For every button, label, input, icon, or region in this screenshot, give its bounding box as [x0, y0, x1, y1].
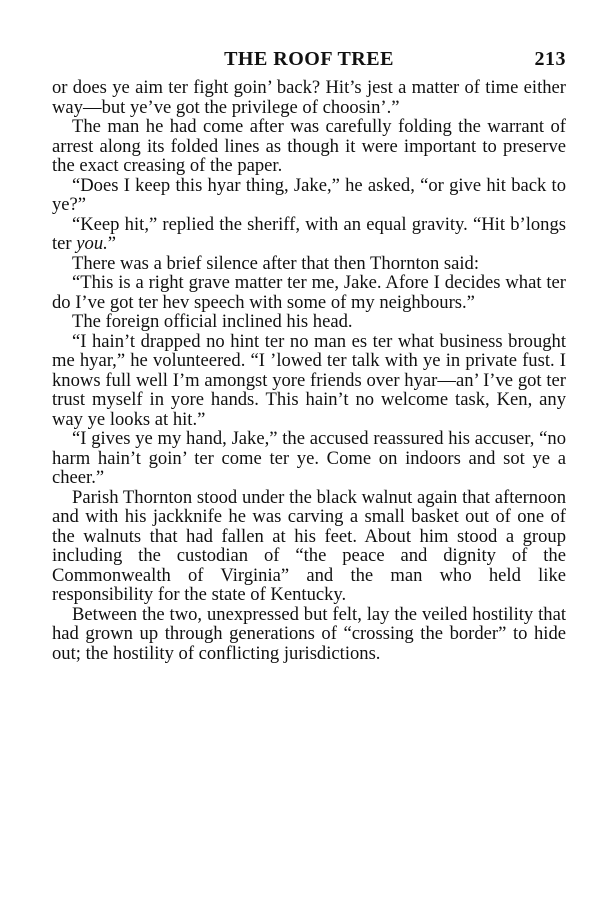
paragraph: [52, 312, 566, 332]
book-page: [52, 44, 566, 663]
running-title: THE ROOF TREE: [224, 48, 394, 70]
paragraph-text: “I gives ye my hand, Jake,” the accused reassured his accuser, “no harm hain’t goin’ ter come ter ye. Come on indoors and sot ye a cheer.”: [52, 428, 566, 488]
page-number: 213: [534, 48, 566, 70]
running-head: [52, 44, 566, 78]
emphasized-text: you.: [76, 233, 108, 254]
paragraph-text: “Keep hit,” replied the sheriff, with an equal gravity. “Hit b’longs ter: [52, 213, 566, 254]
paragraph-text: “I hain’t drapped no hint ter no man es ter what business brought me hyar,” he volunteered. “I ’lowed ter talk with ye in private fust. I knows full well I’m amongst yore friends over hyar—an’ I’ve got ter trust myself in yore hands. This hain’t no welcome task, Ken, any way ye looks at hit.”: [52, 330, 566, 430]
paragraph: [52, 429, 566, 488]
paragraph: [52, 273, 566, 312]
body-text: [52, 78, 566, 663]
paragraph-text: “Does I keep this hyar thing, Jake,” he asked, “or give hit back to ye?”: [52, 174, 566, 215]
paragraph-text: Between the two, unexpressed but felt, lay the veiled hostility that had grown up through generations of “crossing the border” to hide out; the hostility of conflicting jurisdictions.: [52, 603, 566, 664]
paragraph: [52, 254, 566, 274]
paragraph: [52, 605, 566, 664]
paragraph: [52, 78, 566, 117]
paragraph: [52, 215, 566, 254]
paragraph-text: or does ye aim ter fight goin’ back? Hit’s jest a matter of time either way—but ye’ve got the privilege of choosin’.”: [52, 77, 566, 118]
paragraph-text: There was a brief silence after that then Thornton said:: [72, 252, 480, 274]
paragraph: [52, 176, 566, 215]
paragraph: [52, 117, 566, 176]
paragraph-text: “This is a right grave matter ter me, Jake. Afore I decides what ter do I’ve got ter hev speech with some of my neighbours.”: [52, 272, 566, 313]
paragraph: [52, 488, 566, 605]
paragraph: [52, 332, 566, 430]
paragraph-text: ”: [107, 233, 117, 254]
paragraph-text: The man he had come after was carefully folding the warrant of arrest along its folded lines as though it were important to preserve the exact creasing of the paper.: [52, 116, 566, 176]
paragraph-text: The foreign official inclined his head.: [72, 311, 353, 332]
paragraph-text: Parish Thornton stood under the black walnut again that afternoon and with his jackknife he was carving a small basket out of one of the walnuts that had fallen at his feet. About him stood a group including the custodian of “the peace and dignity of the Commonwealth of Virginia” and the man who held like responsibility for the state of Kentucky.: [52, 486, 566, 605]
